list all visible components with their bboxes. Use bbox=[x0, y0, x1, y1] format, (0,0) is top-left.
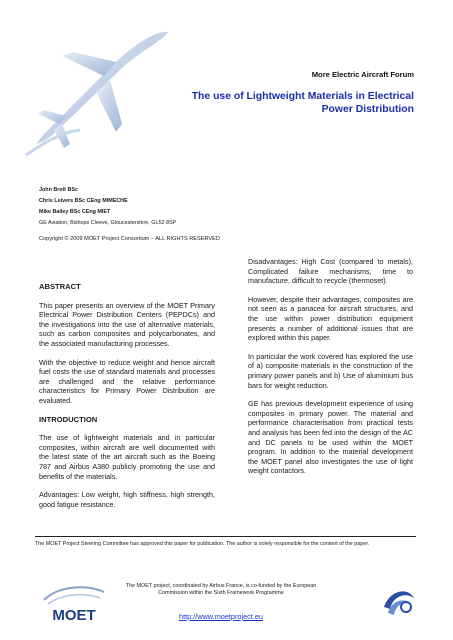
left-column bbox=[39, 282, 215, 518]
body-paragraph: However, despite their advantages, composites are not seen as a panacea for aircraft structures, and the use within power distribution equipment presents a number of additional issues that are explored within this paper. bbox=[248, 294, 413, 343]
body-paragraph: Disadvantages: High Cost (compared to metals), Complicated failure mechanisms, time to manufacture, difficult to recycle (thermoset). bbox=[248, 257, 413, 286]
abstract-heading: ABSTRACT bbox=[39, 282, 81, 291]
footer-divider bbox=[35, 536, 416, 537]
funding-statement bbox=[116, 583, 326, 598]
eu-framework-logo bbox=[380, 585, 418, 617]
copyright-notice: Copyright © 2009 MOET Project Consortium – ALL RIGHTS RESERVED bbox=[39, 236, 220, 242]
disclaimer-text: The MOET Project Steering Committee has approved this paper for publication. The author is solely responsible for the content of the paper. bbox=[35, 541, 370, 547]
airplane-graphic bbox=[18, 20, 178, 170]
author-block bbox=[39, 185, 176, 229]
funding-line: Commission within the Sixth Framework Programme bbox=[158, 590, 284, 597]
abstract-paragraph: With the objective to reduce weight and hence aircraft fuel costs the use of standard materials and processes are challenged and the relative performance characteristics for Primary Power Distribution are evaluated. bbox=[39, 357, 215, 405]
body-paragraph: In particular the work covered has explored the use of a) composite materials in the construction of the primary power panels and b) Use of aluminium bus bars for weight reduction. bbox=[248, 351, 413, 390]
project-website-link[interactable]: http://www.moetproject.eu bbox=[179, 612, 263, 621]
author-name: John Brett BSc bbox=[39, 187, 78, 193]
forum-name: More Electric Aircraft Forum bbox=[311, 70, 414, 79]
introduction-paragraph: The use of lightweight materials and in particular composites, within aircraft are well documented with the latest state of the art aircraft such as the Boeing 787 and Airbus A380 publicly promoting the use and benefits of the materials. bbox=[39, 433, 215, 481]
funding-line: The MOET project, coordinated by Airbus France, is co-funded by the European bbox=[125, 583, 317, 589]
right-column bbox=[248, 257, 413, 485]
paper-title-line2: Power Distribution bbox=[321, 104, 414, 115]
body-paragraph: GE has previous development experience of using composites in primary power. The material and performance characterisation from practical tests and analysis has been fed into the design of the AC and DC panels to be used within the MOET program. In addition to the material development the MOET panel also investigates the use of light weight contactors. bbox=[248, 399, 413, 476]
moet-logo bbox=[38, 580, 110, 626]
paper-title-line1: The use of Lightweight Materials in Electrical bbox=[191, 91, 414, 102]
moet-logo-text: MOET bbox=[52, 607, 96, 624]
paper-title bbox=[174, 90, 414, 116]
introduction-paragraph: Advantages: Low weight, high stiffness, high strength, good fatigue resistance. bbox=[39, 490, 215, 509]
author-name: Mike Bailey BSc CEng MIET bbox=[39, 209, 111, 215]
abstract-paragraph: This paper presents an overview of the MOET Primary Electrical Power Distribution Centers (PEPDCs) and the investigations into the use of alternative materials, such as carbon composites and polycarbonates, and the associated manufacturing processes. bbox=[39, 300, 215, 348]
author-name: Chris Leivers BSc CEng MIMECHE bbox=[39, 198, 128, 204]
author-affiliation: GE Aviation, Bishops Cleeve, Gloucestershire, GL52 8SP bbox=[39, 220, 177, 226]
introduction-heading: INTRODUCTION bbox=[39, 414, 98, 424]
